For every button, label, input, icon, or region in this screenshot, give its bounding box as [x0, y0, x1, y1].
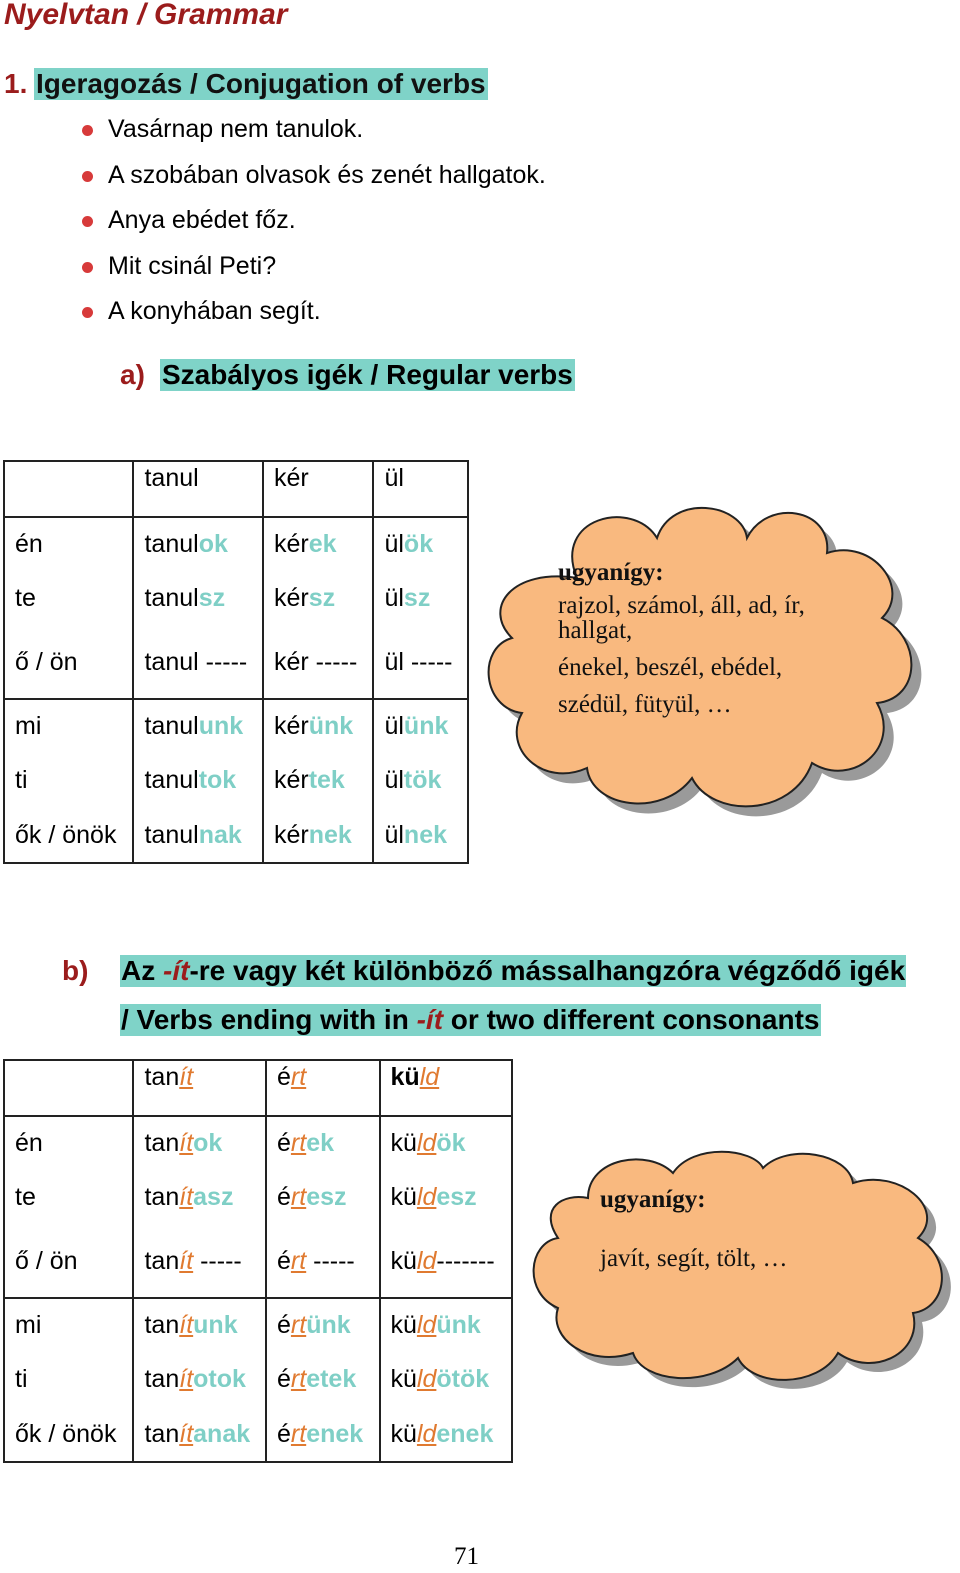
conjugation-cell — [133, 1170, 266, 1225]
verb-stem: ül — [384, 712, 404, 740]
verb-header: ül — [373, 461, 468, 517]
verb-ending: esz — [436, 1183, 477, 1211]
table-row — [4, 1225, 512, 1298]
pronoun-cell: ő / ön — [4, 626, 133, 699]
verb-stem: tan — [144, 1063, 180, 1091]
verb-ending: ünk — [436, 1311, 481, 1339]
verb-ending: etek — [306, 1365, 357, 1393]
bullet-icon — [82, 125, 93, 136]
verb-stem: tanul — [144, 712, 199, 740]
verb-stem: tanul — [144, 584, 199, 612]
verb-stem: kü — [390, 1246, 417, 1275]
cloud-b-text — [600, 1183, 788, 1275]
verb-stem-change: ld — [416, 1246, 437, 1275]
table-row — [4, 1407, 512, 1462]
verb-ending: enek — [306, 1419, 364, 1448]
table-row — [4, 1298, 512, 1352]
cloud-title: ugyanígy: — [558, 559, 664, 586]
bullet-icon — [82, 171, 93, 182]
list-item: Vasárnap nem tanulok. — [82, 112, 546, 158]
verb-stem: tanul ----- — [144, 647, 248, 676]
conjugation-table-it — [3, 1059, 513, 1463]
cloud-title: ugyanígy: — [600, 1186, 706, 1213]
pronoun-cell: te — [4, 571, 133, 626]
verb-stem-change: ld — [416, 1365, 437, 1393]
verb-ending: sz — [403, 584, 431, 612]
verb-header: kér — [263, 461, 373, 517]
verb-stem: kér — [273, 584, 309, 612]
example-list — [82, 112, 546, 340]
conjugation-cell — [373, 808, 468, 863]
verb-ending: tek — [308, 766, 345, 794]
bullet-icon — [82, 216, 93, 227]
verb-stem-change: ld — [416, 1129, 437, 1157]
bullet-icon — [82, 262, 93, 273]
conjugation-cell — [133, 1352, 266, 1407]
verb-ending: nak — [198, 820, 242, 849]
conjugation-cell — [263, 517, 373, 571]
conjugation-cell — [373, 571, 468, 626]
conjugation-cell — [263, 626, 373, 699]
verb-stem-change: rt — [290, 1365, 307, 1393]
verb-ending: nek — [403, 820, 448, 849]
verb-ending: unk — [193, 1311, 238, 1339]
conjugation-cell — [266, 1407, 380, 1462]
verb-ending: enek — [436, 1419, 494, 1448]
subsection-a-label: a) — [120, 359, 145, 390]
conjugation-cell — [133, 1116, 266, 1170]
verb-stem-change: rt — [290, 1183, 307, 1211]
verb-stem-change: ít — [179, 1246, 194, 1275]
conjugation-cell — [266, 1170, 380, 1225]
verb-stem-change: ld — [416, 1183, 437, 1211]
verb-stem: kü — [390, 1129, 417, 1157]
table-row — [4, 1352, 512, 1407]
verb-stem-change: ld — [416, 1311, 437, 1339]
verb-stem-change: ld — [419, 1063, 440, 1091]
verb-header: tanul — [133, 461, 263, 517]
conjugation-cell — [373, 517, 468, 571]
table-row — [4, 517, 468, 571]
verb-stem: ül — [384, 530, 404, 558]
verb-stem: tanul — [144, 530, 199, 558]
subsection-b-label: b) — [62, 955, 89, 986]
verb-header — [266, 1060, 380, 1116]
page-title: Nyelvtan / Grammar — [4, 0, 288, 31]
table-header-row — [4, 1060, 512, 1116]
verb-stem: kér — [273, 820, 309, 849]
table-row — [4, 699, 468, 753]
list-item: Mit csinál Peti? — [82, 249, 546, 295]
pronoun-cell: ti — [4, 753, 133, 808]
verb-header — [133, 1060, 266, 1116]
table-header-row — [4, 461, 468, 517]
verb-ending: ünk — [403, 712, 449, 740]
verb-ending: ünk — [306, 1311, 351, 1339]
conjugation-cell — [133, 1407, 266, 1462]
verb-stem-change: ít — [179, 1183, 194, 1211]
verb-stem-change: ít — [179, 1063, 194, 1091]
cloud-line: rajzol, számol, áll, ad, ír, — [558, 592, 805, 619]
verb-stem: kü — [390, 1419, 417, 1448]
verb-stem: kér ----- — [273, 647, 358, 676]
pronoun-cell: én — [4, 517, 133, 571]
verb-stem-change: ít — [179, 1419, 194, 1448]
verb-stem: ül ----- — [384, 647, 453, 676]
pronoun-cell: mi — [4, 699, 133, 753]
conjugation-cell — [133, 1225, 266, 1298]
section-heading: Igeragozás / Conjugation of verbs — [36, 68, 486, 99]
conjugation-cell — [133, 699, 263, 753]
verb-ending: ok — [193, 1129, 223, 1157]
cloud-line: szédül, fütyül, … — [558, 691, 732, 718]
pronoun-cell: én — [4, 1116, 133, 1170]
verb-ending: nek — [308, 820, 352, 849]
table-row — [4, 1116, 512, 1170]
verb-stem: é — [277, 1311, 291, 1339]
conjugation-cell — [266, 1225, 380, 1298]
table-row — [4, 753, 468, 808]
verb-stem-change: ít — [179, 1311, 194, 1339]
verb-stem: kér — [273, 712, 309, 740]
conjugation-cell — [266, 1298, 380, 1352]
verb-ending: ötök — [436, 1365, 490, 1393]
conjugation-cell — [380, 1352, 513, 1407]
pronoun-cell: ő / ön — [4, 1225, 133, 1298]
cloud-line: javít, segít, tölt, … — [600, 1245, 788, 1272]
conjugation-cell — [373, 753, 468, 808]
conjugation-cell — [380, 1170, 513, 1225]
verb-stem: kü — [390, 1311, 417, 1339]
verb-ending: tök — [403, 766, 442, 794]
verb-stem: ül — [384, 820, 404, 849]
conjugation-cell — [266, 1352, 380, 1407]
verb-ending: ök — [403, 530, 434, 558]
conjugation-cell — [380, 1407, 513, 1462]
verb-stem: kér — [273, 530, 309, 558]
list-item: Anya ebédet főz. — [82, 203, 546, 249]
verb-stem: tan — [144, 1246, 180, 1275]
verb-ending: ------- — [436, 1246, 495, 1275]
verb-ending: esz — [306, 1183, 347, 1211]
verb-stem: é — [277, 1129, 291, 1157]
verb-ending: ek — [308, 530, 337, 558]
verb-stem: tanul — [144, 766, 199, 794]
subsection-b-heading-en: / Verbs ending with in -ít or two different consonants — [121, 1004, 820, 1035]
table-row — [4, 808, 468, 863]
conjugation-cell — [263, 699, 373, 753]
verb-stem: é — [277, 1063, 291, 1091]
list-item: A konyhában segít. — [82, 294, 546, 340]
table-row — [4, 626, 468, 699]
verb-stem-change: ld — [416, 1419, 437, 1448]
conjugation-cell — [133, 571, 263, 626]
conjugation-cell — [263, 808, 373, 863]
verb-stem: kü — [390, 1365, 417, 1393]
verb-ending: ----- — [306, 1246, 355, 1275]
verb-stem-change: ít — [179, 1365, 194, 1393]
verb-ending: ----- — [193, 1246, 242, 1275]
verb-stem: é — [277, 1419, 291, 1448]
verb-ending: sz — [308, 584, 336, 612]
verb-ending: anak — [193, 1419, 251, 1448]
verb-ending: ek — [306, 1129, 334, 1157]
verb-stem: é — [277, 1183, 291, 1211]
verb-stem: tan — [144, 1311, 180, 1339]
verb-stem: tan — [144, 1419, 180, 1448]
verb-stem-change: rt — [290, 1063, 307, 1091]
conjugation-cell — [373, 699, 468, 753]
verb-ending: tok — [198, 766, 237, 794]
verb-stem: é — [277, 1246, 291, 1275]
pronoun-cell: te — [4, 1170, 133, 1225]
verb-stem: tanul — [144, 820, 199, 849]
conjugation-table-regular — [3, 460, 469, 864]
subsection-a-heading: Szabályos igék / Regular verbs — [162, 359, 573, 390]
verb-ending: ünk — [308, 712, 354, 740]
pronoun-cell: ők / önök — [4, 808, 133, 863]
verb-stem-change: rt — [290, 1419, 307, 1448]
verb-stem: ül — [384, 766, 404, 794]
verb-ending: sz — [198, 584, 226, 612]
verb-stem: ül — [384, 584, 404, 612]
cloud-line: énekel, beszél, ebédel, — [558, 654, 783, 681]
verb-stem: kü — [390, 1183, 417, 1211]
verb-stem: tan — [144, 1129, 180, 1157]
conjugation-cell — [133, 808, 263, 863]
pronoun-cell: ti — [4, 1352, 133, 1407]
verb-stem: tan — [144, 1365, 180, 1393]
cloud-line: hallgat, — [558, 617, 633, 644]
verb-ending: ok — [198, 530, 228, 558]
section-number: 1. — [4, 68, 28, 99]
conjugation-cell — [266, 1116, 380, 1170]
table-cell — [4, 1060, 133, 1116]
list-item: A szobában olvasok és zenét hallgatok. — [82, 158, 546, 204]
pronoun-cell: mi — [4, 1298, 133, 1352]
verb-stem-change: rt — [290, 1129, 307, 1157]
conjugation-cell — [380, 1116, 513, 1170]
table-row — [4, 1170, 512, 1225]
conjugation-cell — [263, 571, 373, 626]
verb-stem-change: rt — [290, 1246, 307, 1275]
table-row — [4, 571, 468, 626]
conjugation-cell — [380, 1298, 513, 1352]
verb-stem: kü — [390, 1063, 420, 1091]
subsection-b-heading: Az -ít-re vagy két különböző mássalhangzóra végződő igék — [121, 955, 906, 986]
conjugation-cell — [380, 1225, 513, 1298]
conjugation-cell — [133, 626, 263, 699]
verb-ending: asz — [193, 1183, 234, 1211]
verb-stem: tan — [144, 1183, 180, 1211]
conjugation-cell — [133, 1298, 266, 1352]
verb-ending: unk — [198, 712, 244, 740]
conjugation-cell — [263, 753, 373, 808]
page-number: 71 — [454, 1543, 479, 1570]
conjugation-cell — [133, 517, 263, 571]
conjugation-cell — [133, 753, 263, 808]
conjugation-cell — [373, 626, 468, 699]
verb-stem-change: rt — [290, 1311, 307, 1339]
cloud-a-text — [558, 556, 805, 721]
verb-ending: otok — [193, 1365, 246, 1393]
verb-stem: kér — [273, 766, 309, 794]
verb-stem-change: ít — [179, 1129, 194, 1157]
bullet-icon — [82, 307, 93, 318]
verb-ending: ök — [436, 1129, 466, 1157]
table-cell — [4, 461, 133, 517]
verb-stem: é — [277, 1365, 291, 1393]
verb-header — [380, 1060, 513, 1116]
pronoun-cell: ők / önök — [4, 1407, 133, 1462]
